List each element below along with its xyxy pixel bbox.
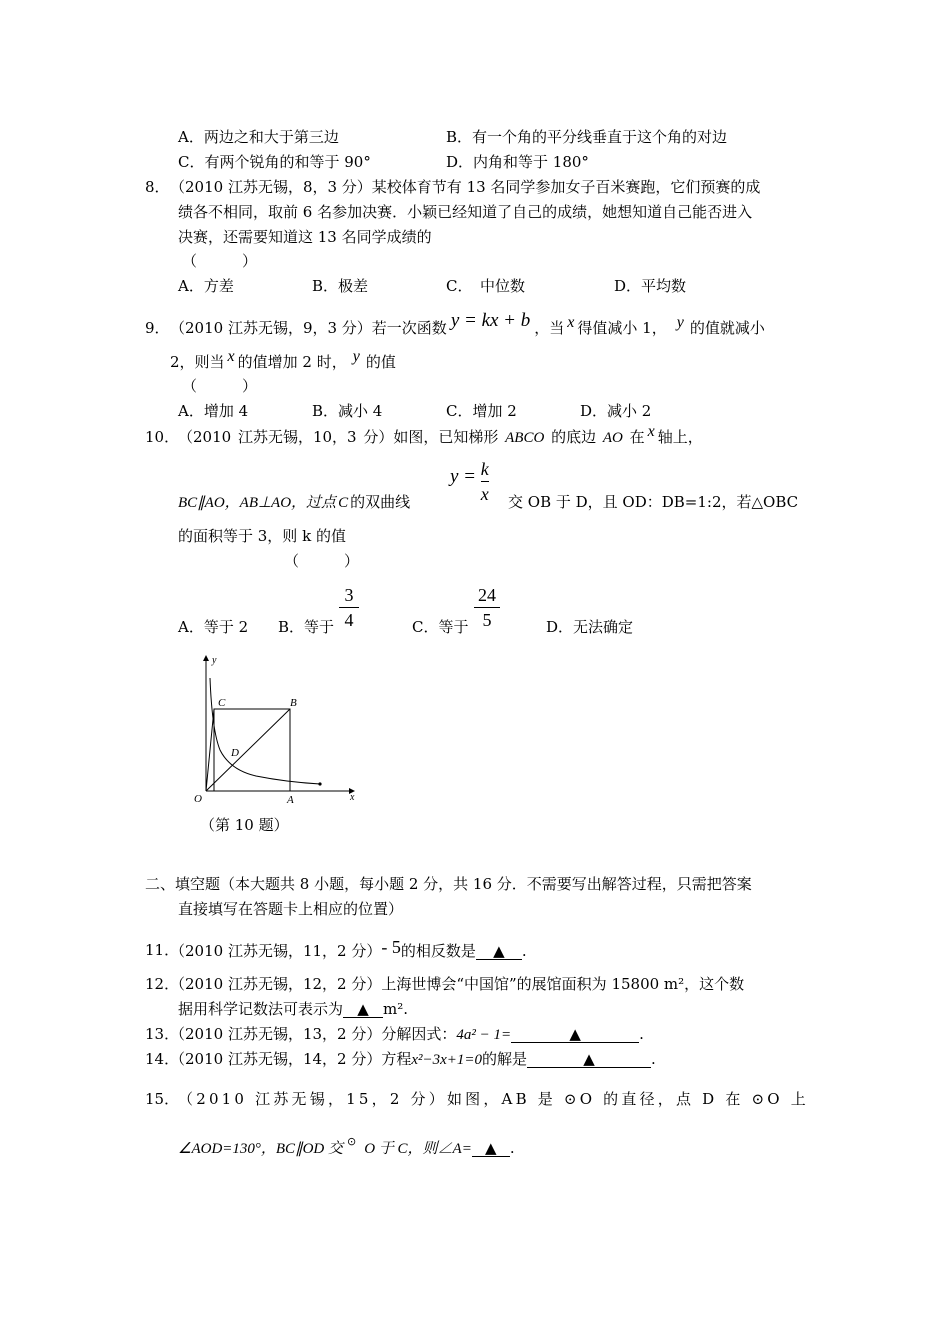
q8-answer-paren: （ ） bbox=[182, 252, 258, 270]
q9-function: y = kx + b bbox=[450, 310, 531, 331]
q9-var-x2: x bbox=[227, 348, 235, 365]
q10-var-x: x bbox=[647, 423, 655, 440]
q8-text-line3: 决赛，还需要知道这 13 名同学成绩的 bbox=[178, 228, 432, 246]
q11-number: 11． bbox=[145, 941, 180, 959]
q7-option-b: B．有一个角的平分线垂直于这个角的对边 bbox=[446, 128, 728, 146]
q10-ao: AO bbox=[602, 430, 623, 446]
q10-option-c: C．等于 bbox=[412, 618, 469, 636]
q8-option-b: B．极差 bbox=[312, 277, 369, 295]
q8-option-d: D．平均数 bbox=[614, 277, 687, 295]
q9-option-d: D．减小 2 bbox=[580, 402, 652, 420]
section2-heading-line1: 二、填空题（本大题共 8 小题，每小题 2 分，共 16 分．不需要写出解答过程，只需把答案 bbox=[145, 875, 752, 893]
fig-label-y: y bbox=[212, 655, 217, 666]
q10-eq-fraction bbox=[481, 458, 489, 505]
q15-answer-blank[interactable]: ▲ bbox=[472, 1140, 510, 1157]
q10-line3: 的面积等于 3，则 k 的值 bbox=[178, 527, 346, 545]
fig-label-d: D bbox=[231, 747, 239, 759]
q10-eq-k: k bbox=[480, 459, 489, 479]
q8-option-a: A．方差 bbox=[178, 277, 234, 295]
q9-answer-paren: （ ） bbox=[182, 377, 258, 395]
q9-text-d: 的值就减小 bbox=[689, 319, 765, 337]
q10-text-c: 在 bbox=[629, 428, 645, 446]
q14-expression: x²−3x+1=0 bbox=[411, 1052, 483, 1068]
q9-text-e: 2，则当 bbox=[170, 353, 225, 371]
q15-text-a: ∠AOD=130°，BC∥OD 交 bbox=[178, 1141, 343, 1157]
q15-line2 bbox=[178, 1135, 515, 1160]
q12-line1: （2010 江苏无锡，12，2 分）上海世博会“中国馆”的展馆面积为 15800 m²，这个数 bbox=[170, 975, 745, 993]
q9-option-b: B．减小 4 bbox=[312, 402, 383, 420]
q10-line2c: 交 OB 于 D，且 OD：DB=1:2，若△OBC bbox=[508, 493, 799, 511]
q10-option-c-fraction bbox=[474, 584, 500, 631]
hyperbola-curve bbox=[210, 678, 320, 784]
q8-option-c: C． 中位数 bbox=[446, 277, 525, 295]
q10-eq-x: x bbox=[480, 484, 489, 504]
q9-option-c: C．增加 2 bbox=[446, 402, 517, 420]
segment-ob bbox=[206, 709, 290, 791]
curve-endpoint bbox=[318, 782, 321, 785]
q10-answer-paren: （ ） bbox=[284, 552, 360, 570]
q10-option-d: D．无法确定 bbox=[546, 618, 634, 636]
fig-label-c: C bbox=[218, 697, 226, 709]
q9-text-g: 的值 bbox=[365, 353, 396, 371]
fig-label-b: B bbox=[290, 697, 297, 709]
fraction-bar bbox=[481, 481, 489, 482]
q9-var-x1: x bbox=[567, 314, 575, 331]
q14-answer-blank[interactable]: ▲ bbox=[527, 1051, 651, 1068]
q9-line2 bbox=[170, 348, 396, 373]
q10-fracb-den: 4 bbox=[344, 610, 354, 630]
fraction-bar bbox=[339, 607, 359, 608]
q10-text-b: 的底边 bbox=[551, 428, 597, 446]
q13-answer-blank[interactable]: ▲ bbox=[511, 1026, 639, 1043]
q10-l2-text-a: BC∥AO，AB⊥AO，过点 bbox=[178, 495, 337, 511]
q14-text-b: 的解是 bbox=[482, 1050, 528, 1068]
fig-label-a: A bbox=[287, 794, 294, 806]
segment-oc bbox=[206, 709, 214, 791]
q11-text-a: （2010 江苏无锡，11，2 分） bbox=[170, 942, 382, 960]
q9-number: 9． bbox=[145, 319, 170, 337]
fig-label-x: x bbox=[350, 792, 355, 803]
q10-l2-text-b: 的双曲线 bbox=[350, 493, 411, 511]
q10-abco: ABCO bbox=[505, 430, 545, 446]
fig-label-o: O bbox=[194, 793, 202, 805]
q10-fracc-num: 24 bbox=[478, 585, 496, 605]
q9-var-y2: y bbox=[352, 348, 360, 365]
trapezoid-abco bbox=[214, 709, 290, 791]
q13-expression: 4a² − 1= bbox=[456, 1027, 512, 1043]
q15-text-b: O 于 C，则∠A= bbox=[364, 1141, 472, 1157]
q13-line bbox=[170, 1024, 644, 1045]
q9-line1 bbox=[170, 310, 765, 339]
q9-text-b: ，当 bbox=[534, 319, 565, 337]
q14-end: . bbox=[651, 1050, 656, 1068]
q9-text-c: 得值减小 1， bbox=[577, 319, 667, 337]
q10-line1 bbox=[178, 423, 703, 448]
q10-line2a bbox=[178, 492, 410, 513]
q10-eq-y: y = bbox=[450, 465, 477, 487]
q7-option-c: C．有两个锐角的和等于 90° bbox=[178, 153, 371, 171]
q14-line bbox=[170, 1049, 656, 1070]
q7-option-d: D．内角和等于 180° bbox=[446, 153, 589, 171]
q10-point-c: C bbox=[338, 495, 349, 511]
section2-heading-line2: 直接填写在答题卡上相应的位置） bbox=[178, 900, 404, 918]
q10-hyperbola-equation bbox=[450, 458, 489, 505]
q9-text-f: 的值增加 2 时， bbox=[237, 353, 347, 371]
q7-option-a: A．两边之和大于第三边 bbox=[178, 128, 339, 146]
q11-text-b: 的相反数是 bbox=[400, 942, 476, 960]
q11-end: . bbox=[521, 942, 527, 960]
q14-text-a: （2010 江苏无锡，14，2 分）方程 bbox=[170, 1050, 412, 1068]
q9-var-y1: y bbox=[676, 314, 684, 331]
q12-answer-blank[interactable]: ▲ bbox=[343, 1001, 383, 1018]
q10-option-b: B．等于 bbox=[278, 618, 335, 636]
q11-line bbox=[170, 937, 527, 961]
q10-text-a: （2010 江苏无锡，10，3 分）如图，已知梯形 bbox=[178, 428, 499, 446]
q9-option-a: A．增加 4 bbox=[178, 402, 249, 420]
fraction-bar bbox=[474, 607, 500, 608]
q8-number: 8． bbox=[145, 178, 170, 196]
q10-figure-caption: （第 10 题） bbox=[200, 816, 289, 834]
q8-text-line1: （2010 江苏无锡，8，3 分）某校体育节有 13 名同学参加女子百米赛跑，它们预赛的成 bbox=[170, 178, 761, 196]
q12-end: m². bbox=[383, 1000, 409, 1018]
q10-text-d: 轴上， bbox=[657, 428, 703, 446]
q15-line1: （2010 江苏无锡，15，2 分）如图，AB 是 ⊙O 的直径，点 D 在 ⊙O 上 bbox=[178, 1090, 809, 1108]
circle-dot-icon: ⊙ bbox=[346, 1135, 357, 1148]
q10-number: 10． bbox=[145, 428, 180, 446]
q10-option-b-fraction bbox=[339, 584, 359, 631]
q9-text-a: （2010 江苏无锡，9，3 分）若一次函数 bbox=[170, 319, 447, 337]
q11-value: - 5 bbox=[381, 937, 401, 957]
q14-number: 14． bbox=[145, 1050, 180, 1068]
q11-answer-blank[interactable]: ▲ bbox=[476, 943, 522, 960]
q10-option-a: A．等于 2 bbox=[178, 618, 249, 636]
q12-text-a: 据用科学记数法可表示为 bbox=[178, 1000, 344, 1018]
q10-fracc-den: 5 bbox=[482, 610, 492, 630]
q8-text-line2: 绩各不相同，取前 6 名参加决赛．小颖已经知道了自己的成绩，她想知道自己能否进入 bbox=[178, 203, 753, 221]
q15-end: . bbox=[509, 1139, 515, 1157]
q12-number: 12． bbox=[145, 975, 180, 993]
q12-line2 bbox=[178, 999, 408, 1019]
q13-text-a: （2010 江苏无锡，13，2 分）分解因式： bbox=[170, 1025, 457, 1043]
q10-fracb-num: 3 bbox=[344, 585, 354, 605]
q10-figure bbox=[186, 650, 366, 810]
q15-number: 15． bbox=[145, 1090, 180, 1108]
q13-number: 13． bbox=[145, 1025, 180, 1043]
q13-end: . bbox=[639, 1025, 644, 1043]
